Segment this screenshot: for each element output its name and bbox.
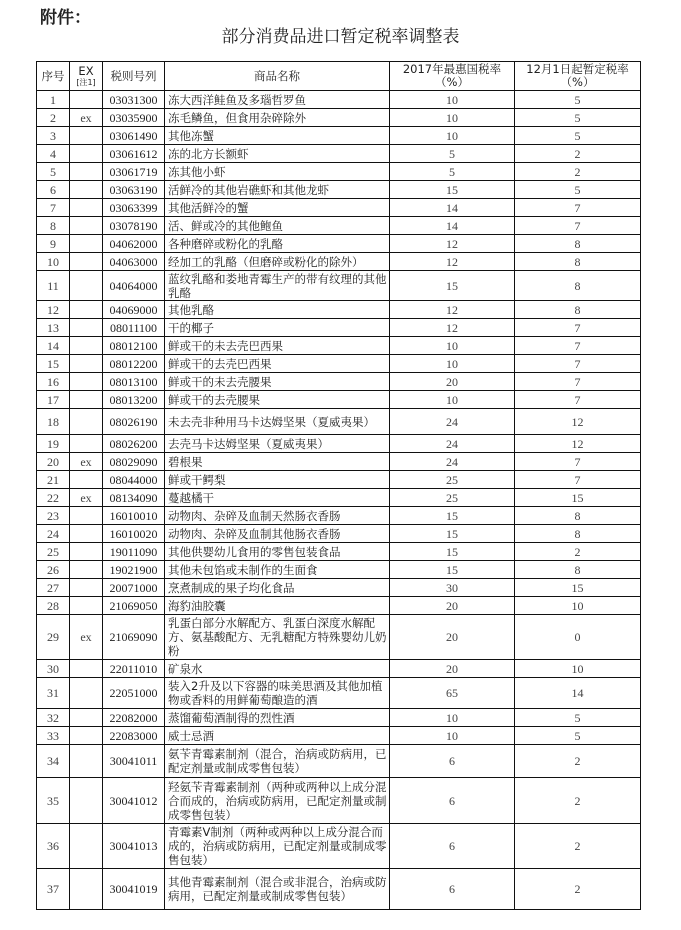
ex-cell <box>70 579 103 597</box>
ex-cell <box>70 391 103 409</box>
seq-cell: 3 <box>37 127 70 145</box>
ex-cell <box>70 127 103 145</box>
table-row <box>37 355 641 373</box>
ex-cell <box>70 301 103 319</box>
seq-cell: 6 <box>37 181 70 199</box>
seq-cell: 16 <box>37 373 70 391</box>
code-cell: 04062000 <box>103 235 165 253</box>
rate-new-cell: 2 <box>515 163 641 181</box>
code-cell: 19021900 <box>103 561 165 579</box>
rate-new-cell: 15 <box>515 489 641 507</box>
seq-cell: 29 <box>37 615 70 660</box>
rate2017-cell: 6 <box>390 824 515 869</box>
name-cell: 氨苄青霉素制剂（混合，治病或防病用，已配定剂量或制成零售包装） <box>165 745 390 778</box>
table-row <box>37 91 641 109</box>
table-row <box>37 217 641 235</box>
rate-new-cell: 7 <box>515 453 641 471</box>
table-row <box>37 319 641 337</box>
table-row <box>37 709 641 727</box>
name-cell: 海豹油胶囊 <box>165 597 390 615</box>
name-cell: 动物肉、杂碎及血制其他肠衣香肠 <box>165 525 390 543</box>
rate-new-cell: 5 <box>515 727 641 745</box>
seq-cell: 26 <box>37 561 70 579</box>
ex-cell <box>70 319 103 337</box>
rate-new-cell: 12 <box>515 409 641 435</box>
name-cell: 其他未包馅或未制作的生面食 <box>165 561 390 579</box>
table-row <box>37 127 641 145</box>
rate2017-cell: 24 <box>390 453 515 471</box>
rate-new-cell: 7 <box>515 373 641 391</box>
ex-cell <box>70 597 103 615</box>
seq-cell: 10 <box>37 253 70 271</box>
rate-new-cell: 7 <box>515 199 641 217</box>
seq-cell: 35 <box>37 778 70 824</box>
header-rate2017-unit: （%） <box>435 75 469 89</box>
rate-new-cell: 8 <box>515 271 641 301</box>
ex-cell <box>70 543 103 561</box>
name-cell: 碧根果 <box>165 453 390 471</box>
table-row <box>37 727 641 745</box>
seq-cell: 17 <box>37 391 70 409</box>
code-cell: 22011010 <box>103 660 165 678</box>
name-cell: 羟氨苄青霉素制剂（两种或两种以上成分混合而成的，治病或防病用，已配定剂量或制成零售包装） <box>165 778 390 824</box>
seq-cell: 27 <box>37 579 70 597</box>
ex-cell: ex <box>70 489 103 507</box>
code-cell: 08013100 <box>103 373 165 391</box>
table-row <box>37 453 641 471</box>
table-row <box>37 409 641 435</box>
rate-new-cell: 0 <box>515 615 641 660</box>
name-cell: 鲜或干鳄梨 <box>165 471 390 489</box>
code-cell: 16010020 <box>103 525 165 543</box>
name-cell: 蔓越橘干 <box>165 489 390 507</box>
rate2017-cell: 14 <box>390 199 515 217</box>
tariff-table <box>36 61 641 910</box>
ex-cell <box>70 745 103 778</box>
table-row <box>37 373 641 391</box>
code-cell: 08012100 <box>103 337 165 355</box>
rate2017-cell: 6 <box>390 778 515 824</box>
code-cell: 22082000 <box>103 709 165 727</box>
rate-new-cell: 15 <box>515 579 641 597</box>
rate2017-cell: 12 <box>390 301 515 319</box>
header-ex <box>70 62 103 91</box>
seq-cell: 15 <box>37 355 70 373</box>
rate-new-cell: 10 <box>515 660 641 678</box>
name-cell: 动物肉、杂碎及血制天然肠衣香肠 <box>165 507 390 525</box>
ex-cell: ex <box>70 453 103 471</box>
name-cell: 威士忌酒 <box>165 727 390 745</box>
ex-cell <box>70 869 103 910</box>
rate2017-cell: 6 <box>390 745 515 778</box>
rate-new-cell: 2 <box>515 145 641 163</box>
rate-new-cell: 8 <box>515 561 641 579</box>
code-cell: 03061490 <box>103 127 165 145</box>
name-cell: 经加工的乳酪（但磨碎或粉化的除外） <box>165 253 390 271</box>
table-row <box>37 561 641 579</box>
table-row <box>37 199 641 217</box>
seq-cell: 36 <box>37 824 70 869</box>
name-cell: 活鲜冷的其他岩礁虾和其他龙虾 <box>165 181 390 199</box>
code-cell: 03078190 <box>103 217 165 235</box>
table-row <box>37 678 641 709</box>
name-cell: 装入2升及以下容器的味美思酒及其他加植物或香料的用鲜葡萄酿造的酒 <box>165 678 390 709</box>
rate2017-cell: 65 <box>390 678 515 709</box>
rate2017-cell: 20 <box>390 660 515 678</box>
rate-new-cell: 2 <box>515 778 641 824</box>
name-cell: 去壳马卡达姆坚果（夏威夷果） <box>165 435 390 453</box>
seq-cell: 30 <box>37 660 70 678</box>
rate-new-cell: 8 <box>515 507 641 525</box>
ex-cell <box>70 355 103 373</box>
ex-cell <box>70 181 103 199</box>
name-cell: 乳蛋白部分水解配方、乳蛋白深度水解配方、氨基酸配方、无乳糖配方特殊婴幼儿奶粉 <box>165 615 390 660</box>
rate-new-cell: 2 <box>515 543 641 561</box>
table-row <box>37 869 641 910</box>
ex-cell <box>70 337 103 355</box>
header-rate-new-unit: （%） <box>560 75 595 89</box>
name-cell: 矿泉水 <box>165 660 390 678</box>
seq-cell: 22 <box>37 489 70 507</box>
rate2017-cell: 12 <box>390 235 515 253</box>
seq-cell: 19 <box>37 435 70 453</box>
table-row <box>37 163 641 181</box>
rate2017-cell: 10 <box>390 391 515 409</box>
name-cell: 其他供婴幼儿食用的零售包装食品 <box>165 543 390 561</box>
code-cell: 04069000 <box>103 301 165 319</box>
rate2017-cell: 12 <box>390 319 515 337</box>
code-cell: 03061719 <box>103 163 165 181</box>
code-cell: 08134090 <box>103 489 165 507</box>
ex-cell: ex <box>70 109 103 127</box>
name-cell: 干的椰子 <box>165 319 390 337</box>
rate-new-cell: 5 <box>515 127 641 145</box>
rate-new-cell: 8 <box>515 301 641 319</box>
rate2017-cell: 20 <box>390 373 515 391</box>
rate-new-cell: 14 <box>515 678 641 709</box>
name-cell: 冻的北方长额虾 <box>165 145 390 163</box>
table-row <box>37 615 641 660</box>
ex-cell <box>70 199 103 217</box>
table-row <box>37 525 641 543</box>
seq-cell: 32 <box>37 709 70 727</box>
rate2017-cell: 15 <box>390 181 515 199</box>
rate-new-cell: 7 <box>515 355 641 373</box>
code-cell: 08011100 <box>103 319 165 337</box>
seq-cell: 33 <box>37 727 70 745</box>
ex-cell <box>70 678 103 709</box>
code-cell: 08029090 <box>103 453 165 471</box>
name-cell: 蒸馏葡萄酒制得的烈性酒 <box>165 709 390 727</box>
rate2017-cell: 15 <box>390 271 515 301</box>
header-name: 商品名称 <box>165 62 390 91</box>
header-ex-note: [注1] <box>76 78 96 87</box>
code-cell: 03035900 <box>103 109 165 127</box>
ex-cell <box>70 163 103 181</box>
ex-cell <box>70 435 103 453</box>
ex-cell <box>70 91 103 109</box>
name-cell: 蓝纹乳酪和娄地青霉生产的带有纹理的其他乳酪 <box>165 271 390 301</box>
code-cell: 20071000 <box>103 579 165 597</box>
name-cell: 其他冻蟹 <box>165 127 390 145</box>
seq-cell: 34 <box>37 745 70 778</box>
rate2017-cell: 10 <box>390 727 515 745</box>
table-row <box>37 109 641 127</box>
rate2017-cell: 15 <box>390 507 515 525</box>
name-cell: 鲜或干的未去壳腰果 <box>165 373 390 391</box>
rate2017-cell: 6 <box>390 869 515 910</box>
rate2017-cell: 20 <box>390 597 515 615</box>
ex-cell: ex <box>70 615 103 660</box>
ex-cell <box>70 145 103 163</box>
code-cell: 21069050 <box>103 597 165 615</box>
ex-cell <box>70 471 103 489</box>
seq-cell: 21 <box>37 471 70 489</box>
rate2017-cell: 25 <box>390 471 515 489</box>
seq-cell: 37 <box>37 869 70 910</box>
table-row <box>37 301 641 319</box>
table-row <box>37 391 641 409</box>
table-row <box>37 778 641 824</box>
code-cell: 08026190 <box>103 409 165 435</box>
code-cell: 21069090 <box>103 615 165 660</box>
seq-cell: 12 <box>37 301 70 319</box>
code-cell: 04064000 <box>103 271 165 301</box>
table-header-row <box>37 62 641 91</box>
table-row <box>37 579 641 597</box>
rate2017-cell: 25 <box>390 489 515 507</box>
rate-new-cell: 8 <box>515 235 641 253</box>
name-cell: 冻其他小虾 <box>165 163 390 181</box>
ex-cell <box>70 271 103 301</box>
ex-cell <box>70 561 103 579</box>
code-cell: 22083000 <box>103 727 165 745</box>
code-cell: 03031300 <box>103 91 165 109</box>
name-cell: 冻毛鳞鱼，但食用杂碎除外 <box>165 109 390 127</box>
code-cell: 30041012 <box>103 778 165 824</box>
header-seq: 序号 <box>37 62 70 91</box>
table-row <box>37 597 641 615</box>
ex-cell <box>70 409 103 435</box>
rate2017-cell: 30 <box>390 579 515 597</box>
name-cell: 鲜或干的去壳腰果 <box>165 391 390 409</box>
rate2017-cell: 10 <box>390 127 515 145</box>
rate2017-cell: 24 <box>390 409 515 435</box>
rate2017-cell: 10 <box>390 709 515 727</box>
code-cell: 08012200 <box>103 355 165 373</box>
rate2017-cell: 10 <box>390 109 515 127</box>
ex-cell <box>70 507 103 525</box>
code-cell: 03061612 <box>103 145 165 163</box>
code-cell: 30041011 <box>103 745 165 778</box>
rate-new-cell: 7 <box>515 391 641 409</box>
rate-new-cell: 8 <box>515 253 641 271</box>
table-row <box>37 181 641 199</box>
rate2017-cell: 15 <box>390 543 515 561</box>
name-cell: 各种磨碎或粉化的乳酪 <box>165 235 390 253</box>
rate-new-cell: 2 <box>515 745 641 778</box>
rate-new-cell: 5 <box>515 109 641 127</box>
ex-cell <box>70 373 103 391</box>
seq-cell: 14 <box>37 337 70 355</box>
code-cell: 30041013 <box>103 824 165 869</box>
name-cell: 鲜或干的未去壳巴西果 <box>165 337 390 355</box>
table-row <box>37 435 641 453</box>
ex-cell <box>70 824 103 869</box>
rate-new-cell: 2 <box>515 869 641 910</box>
table-row <box>37 145 641 163</box>
header-rate-new-label: 12月1日起暂定税率 <box>526 62 629 76</box>
header-code: 税则号列 <box>103 62 165 91</box>
rate-new-cell: 5 <box>515 91 641 109</box>
rate-new-cell: 5 <box>515 181 641 199</box>
rate2017-cell: 5 <box>390 145 515 163</box>
ex-cell <box>70 217 103 235</box>
name-cell: 其他青霉素制剂（混合或非混合，治病或防病用，已配定剂量或制成零售包装） <box>165 869 390 910</box>
code-cell: 08013200 <box>103 391 165 409</box>
seq-cell: 31 <box>37 678 70 709</box>
rate2017-cell: 5 <box>390 163 515 181</box>
ex-cell <box>70 525 103 543</box>
table-row <box>37 489 641 507</box>
table-row <box>37 253 641 271</box>
code-cell: 03063399 <box>103 199 165 217</box>
name-cell: 烹煮制成的果子均化食品 <box>165 579 390 597</box>
rate-new-cell: 7 <box>515 337 641 355</box>
code-cell: 30041019 <box>103 869 165 910</box>
rate2017-cell: 10 <box>390 91 515 109</box>
document-title: 部分消费品进口暂定税率调整表 <box>221 27 460 47</box>
name-cell: 其他活鲜冷的蟹 <box>165 199 390 217</box>
rate2017-cell: 14 <box>390 217 515 235</box>
rate2017-cell: 10 <box>390 337 515 355</box>
rate-new-cell: 5 <box>515 709 641 727</box>
table-row <box>37 471 641 489</box>
header-rate2017 <box>390 62 515 91</box>
table-row <box>37 824 641 869</box>
seq-cell: 8 <box>37 217 70 235</box>
name-cell: 青霉素V制剂（两种或两种以上成分混合而成的，治病或防病用，已配定剂量或制成零售包装） <box>165 824 390 869</box>
code-cell: 16010010 <box>103 507 165 525</box>
code-cell: 08026200 <box>103 435 165 453</box>
seq-cell: 9 <box>37 235 70 253</box>
header-ex-label: EX <box>78 64 94 78</box>
ex-cell <box>70 778 103 824</box>
rate-new-cell: 10 <box>515 597 641 615</box>
rate-new-cell: 2 <box>515 824 641 869</box>
header-rate-new <box>515 62 641 91</box>
rate-new-cell: 7 <box>515 319 641 337</box>
rate2017-cell: 12 <box>390 253 515 271</box>
name-cell: 活、鲜或冷的其他鲍鱼 <box>165 217 390 235</box>
attachment-label: 附件： <box>40 8 91 28</box>
seq-cell: 7 <box>37 199 70 217</box>
seq-cell: 13 <box>37 319 70 337</box>
name-cell: 鲜或干的去壳巴西果 <box>165 355 390 373</box>
header-rate2017-label: 2017年最惠国税率 <box>402 62 502 76</box>
ex-cell <box>70 709 103 727</box>
seq-cell: 25 <box>37 543 70 561</box>
rate2017-cell: 15 <box>390 525 515 543</box>
seq-cell: 18 <box>37 409 70 435</box>
name-cell: 冻大西洋鲑鱼及多瑙哲罗鱼 <box>165 91 390 109</box>
code-cell: 08044000 <box>103 471 165 489</box>
rate2017-cell: 24 <box>390 435 515 453</box>
ex-cell <box>70 727 103 745</box>
rate-new-cell: 12 <box>515 435 641 453</box>
table-row <box>37 745 641 778</box>
table-row <box>37 507 641 525</box>
seq-cell: 11 <box>37 271 70 301</box>
name-cell: 未去壳非种用马卡达姆坚果（夏威夷果） <box>165 409 390 435</box>
seq-cell: 5 <box>37 163 70 181</box>
seq-cell: 4 <box>37 145 70 163</box>
table-row <box>37 660 641 678</box>
name-cell: 其他乳酪 <box>165 301 390 319</box>
ex-cell <box>70 253 103 271</box>
ex-cell <box>70 235 103 253</box>
code-cell: 04063000 <box>103 253 165 271</box>
seq-cell: 20 <box>37 453 70 471</box>
code-cell: 19011090 <box>103 543 165 561</box>
rate2017-cell: 10 <box>390 355 515 373</box>
seq-cell: 2 <box>37 109 70 127</box>
seq-cell: 24 <box>37 525 70 543</box>
table-row <box>37 543 641 561</box>
ex-cell <box>70 660 103 678</box>
rate2017-cell: 20 <box>390 615 515 660</box>
table-row <box>37 337 641 355</box>
seq-cell: 23 <box>37 507 70 525</box>
rate2017-cell: 15 <box>390 561 515 579</box>
table-row <box>37 235 641 253</box>
seq-cell: 1 <box>37 91 70 109</box>
rate-new-cell: 7 <box>515 217 641 235</box>
table-row <box>37 271 641 301</box>
seq-cell: 28 <box>37 597 70 615</box>
code-cell: 03063190 <box>103 181 165 199</box>
code-cell: 22051000 <box>103 678 165 709</box>
rate-new-cell: 7 <box>515 471 641 489</box>
rate-new-cell: 8 <box>515 525 641 543</box>
